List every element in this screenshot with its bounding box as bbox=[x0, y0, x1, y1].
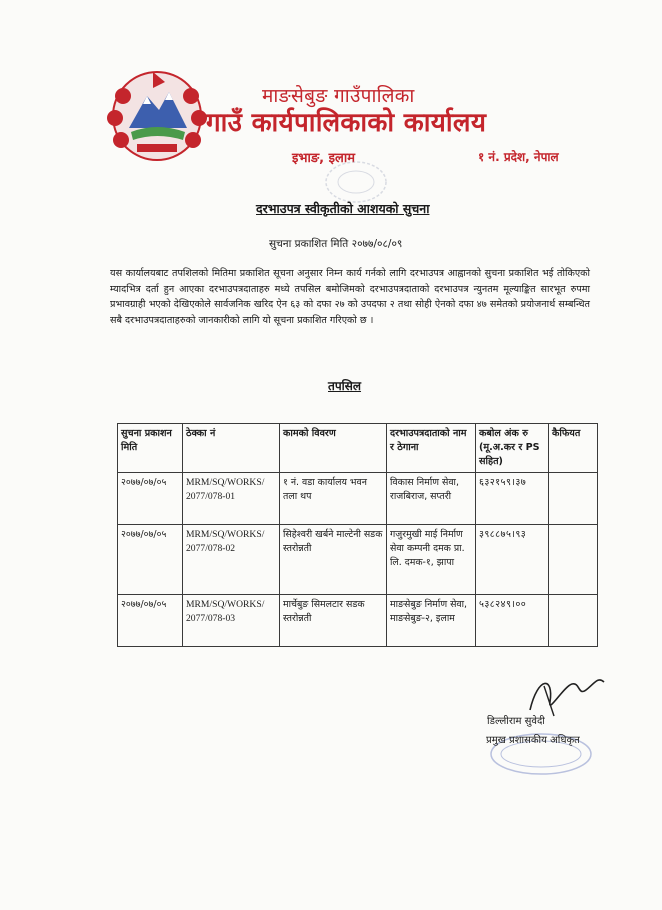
table-cell bbox=[549, 595, 598, 647]
table-row bbox=[118, 595, 598, 647]
column-header: कबोल अंक रु (मू.अ.कर र PS सहित) bbox=[476, 424, 549, 473]
table-cell bbox=[549, 525, 598, 595]
table-cell: MRM/SQ/WORKS/ 2077/078-03 bbox=[183, 595, 280, 647]
table-cell: २०७७/०७/०५ bbox=[118, 525, 183, 595]
column-header: कैफियत bbox=[549, 424, 598, 473]
table-cell: माङसेबुङ निर्माण सेवा, माङसेबुङ-२, इलाम bbox=[387, 595, 476, 647]
office-address: इभाङ, इलाम bbox=[292, 151, 355, 166]
table-cell bbox=[549, 473, 598, 525]
notice-title: दरभाउपत्र स्वीकृतीको आशयको सुचना bbox=[256, 201, 430, 216]
table-cell: विकास निर्माण सेवा, राजबिराज, सप्तरी bbox=[387, 473, 476, 525]
province-address: १ नं. प्रदेश, नेपाल bbox=[478, 150, 559, 164]
tender-table bbox=[117, 423, 598, 647]
table-cell: MRM/SQ/WORKS/ 2077/078-01 bbox=[183, 473, 280, 525]
signatory-name: डिल्लीराम सुवेदी bbox=[487, 716, 545, 727]
org-name: माङसेबुङ गाउँपालिका bbox=[262, 85, 415, 107]
table-cell: ६३२१५९।३७ bbox=[476, 473, 549, 525]
table-row bbox=[118, 525, 598, 595]
table-cell: गजुरमुखी माई निर्माण सेवा कम्पनी दमक प्रा. लि. दमक-१, झापा bbox=[387, 525, 476, 595]
table-cell: ५३८२४९।०० bbox=[476, 595, 549, 647]
table-header-row bbox=[118, 424, 598, 473]
table-cell: ३९८८७५।९३ bbox=[476, 525, 549, 595]
table-cell: २०७७/०७/०५ bbox=[118, 473, 183, 525]
column-header: ठेक्का नं bbox=[183, 424, 280, 473]
publish-date: सुचना प्रकाशित मिति २०७७/०८/०९ bbox=[269, 238, 403, 250]
table-cell: २०७७/०७/०५ bbox=[118, 595, 183, 647]
column-header: सुचना प्रकाशन मिति bbox=[118, 424, 183, 473]
table-cell: सिहेश्वरी खर्बने माल्टेनी सडक स्तरोन्नती bbox=[280, 525, 387, 595]
office-name: गाउँ कार्यपालिकाको कार्यालय bbox=[206, 108, 487, 138]
column-header: दरभाउपत्रदाताको नाम र ठेगाना bbox=[387, 424, 476, 473]
schedule-heading: तपसिल bbox=[328, 379, 362, 393]
faint-seal-icon bbox=[322, 158, 390, 206]
table-row bbox=[118, 473, 598, 525]
notice-body: यस कार्यालयबाट तपशिलको मितिमा प्रकाशित सूचना अनुसार निम्न कार्य गर्नको लागि दरभाउपत्र आह्वानको सुचना प्रकाशित भई तोकिएको म्यादभित्र दर्ता हुन आएका दरभाउपत्रदाताहरु मध्ये तपसिल बमोजिमको दरभाउपत्रदाताको दरभाउपत्र न्युनतम मूल्याङ्कित सारभूत रुपमा प्रभावग्राही भएको देखिएकोले सार्वजनिक खरिद ऐन ६३ को दफा २७ को उपदफा २ तथा सोही ऐनको दफा ४७ समेतको प्रयोजनार्थ सम्बन्धित सबै दरभाउपत्रदाताहरुको जानकारीको लागि यो सूचना प्रकाशित गरिएको छ । bbox=[110, 268, 590, 326]
column-header: कामको विवरण bbox=[280, 424, 387, 473]
table-cell: मार्चेबुङ सिमलटार सडक स्तरोन्नती bbox=[280, 595, 387, 647]
table-cell: MRM/SQ/WORKS/ 2077/078-02 bbox=[183, 525, 280, 595]
table-cell: १ नं. वडा कार्यालय भवन तला थप bbox=[280, 473, 387, 525]
signatory-title: प्रमुख प्रशासकीय अधिकृत bbox=[486, 735, 580, 746]
nepal-emblem-icon bbox=[103, 66, 211, 162]
